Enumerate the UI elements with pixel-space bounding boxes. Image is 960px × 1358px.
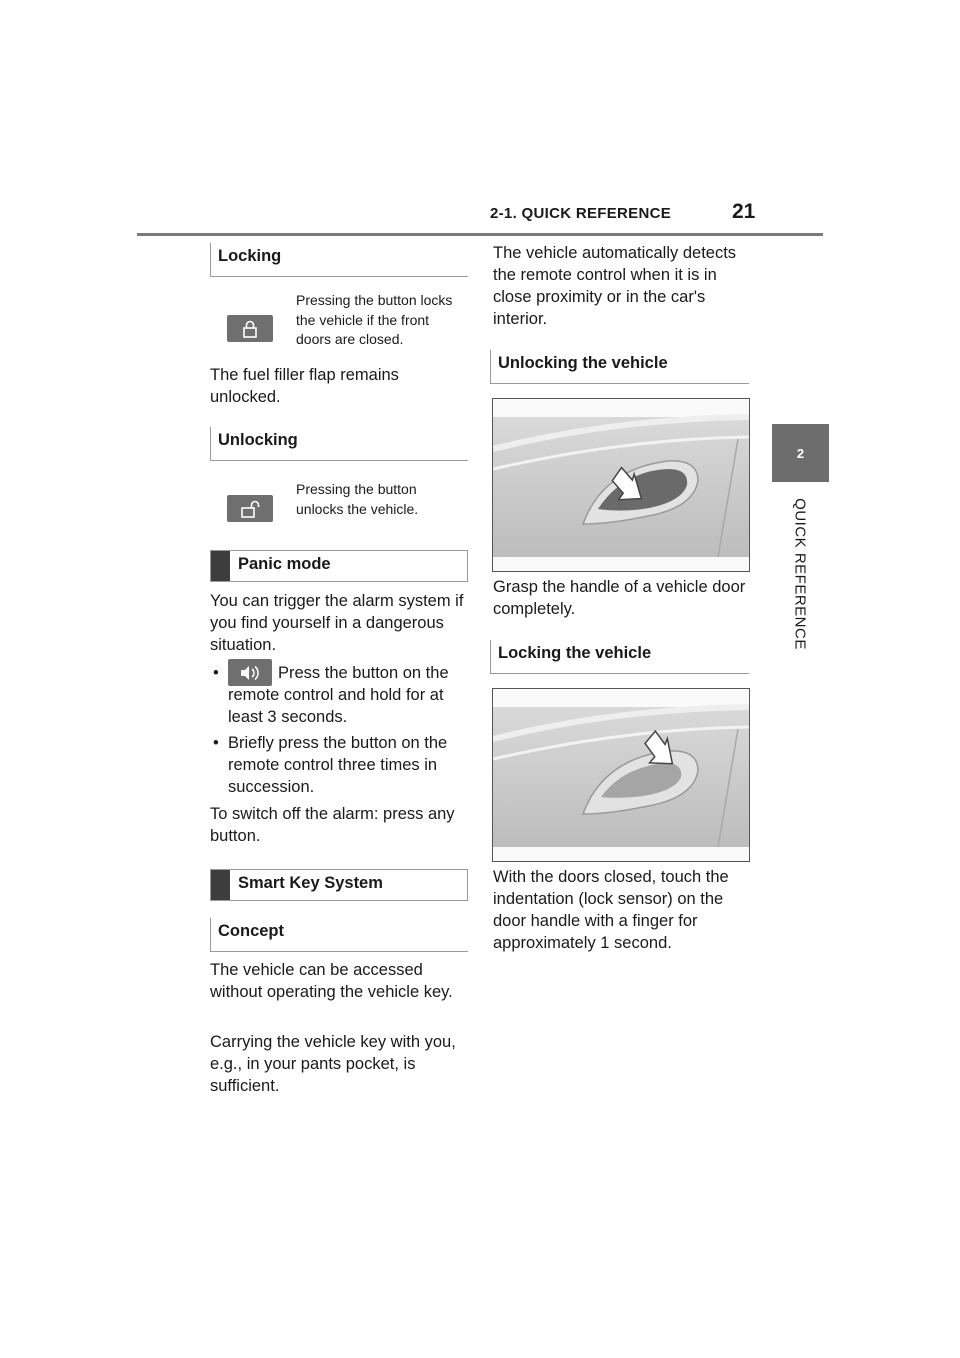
unlocking-vehicle-heading: Unlocking the vehicle (490, 350, 749, 384)
fuel-flap-text: The fuel filler flap remains unlocked. (210, 366, 399, 406)
bullet-marker: • (213, 734, 219, 752)
concept-paragraph-2: Carrying the vehicle key with you, e.g., in your pants pocket, is sufficient. (210, 1033, 456, 1095)
bullet-marker: • (213, 664, 219, 682)
locking-caption: With the doors closed, touch the indentation (lock sensor) on the door handle with a finger for approximately 1 second. (493, 868, 729, 952)
panic-bullet-1: Press the button on the remote control and hold for at least 3 seconds. (228, 664, 449, 726)
page-number: 21 (732, 200, 756, 223)
concept-heading: Concept (210, 918, 468, 952)
unlocking-description: Pressing the button unlocks the vehicle. (296, 481, 419, 517)
locking-heading: Locking (210, 243, 468, 277)
unlocking-caption: Grasp the handle of a vehicle door completely. (493, 578, 746, 618)
heading-bar-marker (211, 870, 230, 900)
concept-paragraph-1: The vehicle can be accessed without operating the vehicle key. (210, 961, 453, 1001)
door-handle-unlock-illustration (492, 398, 750, 572)
unlocking-heading: Unlocking (210, 427, 468, 461)
smart-key-intro: The vehicle automatically detects the remote control when it is in close proximity or in the car's interior. (493, 244, 737, 328)
unlock-icon (227, 495, 273, 522)
switch-off-text: To switch off the alarm: press any button. (210, 805, 455, 845)
section-title: 2-1. QUICK REFERENCE (490, 205, 672, 222)
door-handle-lock-illustration (492, 688, 750, 862)
panic-intro: You can trigger the alarm system if you find yourself in a dangerous situation. (210, 592, 464, 654)
panic-bullet-2: Briefly press the button on the remote control three times in succession. (228, 734, 448, 796)
lock-icon (227, 315, 273, 342)
heading-bar-marker (211, 551, 230, 581)
locking-description: Pressing the button locks the vehicle if the front doors are closed. (296, 292, 453, 347)
chapter-tab: 2 (772, 424, 829, 482)
locking-vehicle-heading: Locking the vehicle (490, 640, 749, 674)
header-divider (137, 233, 823, 236)
panic-mode-heading: Panic mode (210, 550, 468, 582)
smart-key-heading: Smart Key System (210, 869, 468, 901)
